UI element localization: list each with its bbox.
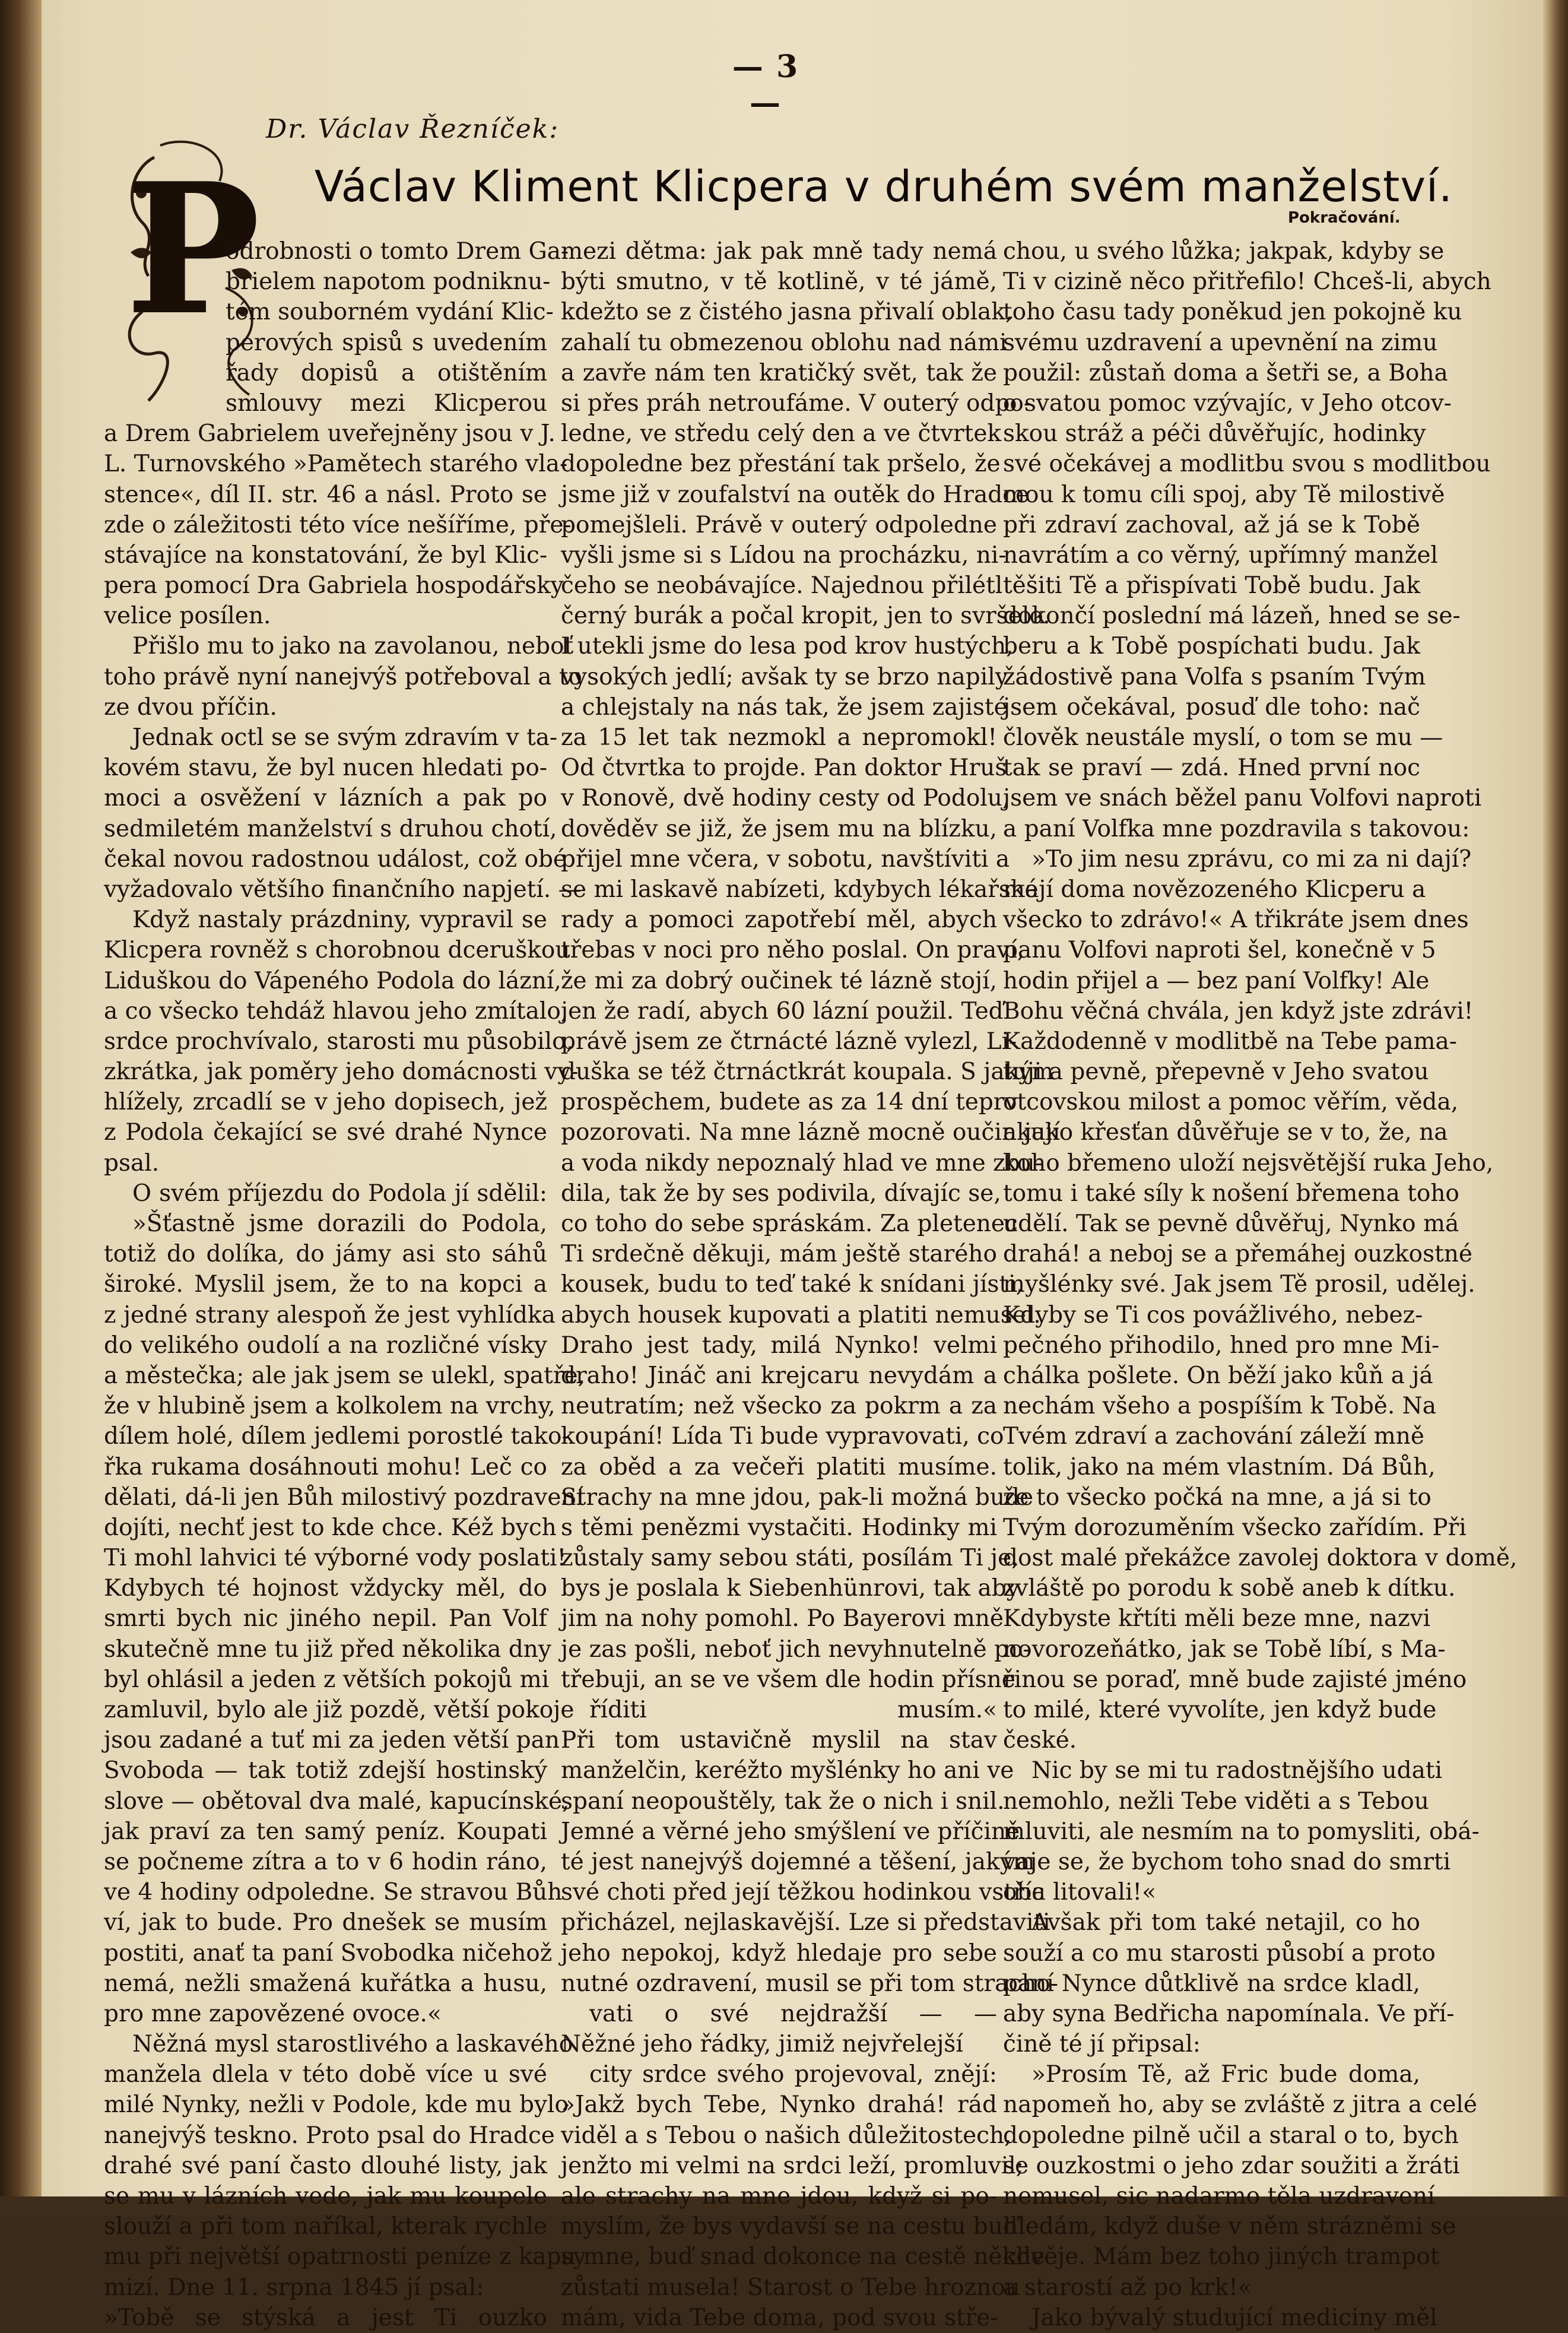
text-line: Jako bývalý studující mediciny měl xyxy=(1031,2304,1437,2331)
text-line: »Tobě se stýská a jest Ti ouzko xyxy=(104,2304,547,2331)
text-line: hlížely, zrcadlí se v jeho dopisech, jež xyxy=(104,1089,547,1116)
article-title: Václav Kliment Klicpera v druhém svém manželství. xyxy=(315,161,1453,211)
text-line: Svoboda — tak totiž zdejší hostinský xyxy=(104,1757,547,1784)
text-line: Strachy na mne jdou, pak-li možná bude xyxy=(561,1484,1034,1511)
text-line: přicházel, nejlaskavější. Lze si představiti xyxy=(561,1909,1050,1936)
text-line: viděl a s Tebou o našich důležitostech, xyxy=(561,2122,1012,2149)
text-line: zůstaly samy sebou státi, posílám Ti je, xyxy=(561,1545,1019,1572)
text-line: Každodenně v modlitbě na Tebe pama- xyxy=(1003,1028,1457,1055)
text-line: Kdybyste křtíti měli beze mne, nazvi xyxy=(1003,1605,1431,1633)
text-line: hodin přijel a — bez paní Volfky! Ale xyxy=(1003,967,1430,994)
text-line: sedmiletém manželství s druhou chotí, xyxy=(104,815,557,842)
text-line: žádostivě pana Volfa s psaním Tvým xyxy=(1003,663,1426,690)
text-line: třebuji, an se ve všem dle hodin přísně xyxy=(561,1666,1015,1693)
text-line: dopoledne bez přestání tak pršelo, že xyxy=(561,451,1001,478)
text-line: I utekli jsme do lesa pod krov hustých, xyxy=(561,633,1014,660)
text-line: smlouvy mezi Klicperou xyxy=(226,389,547,417)
text-line: stence«, díl II. str. 46 a násl. Proto se xyxy=(104,481,547,508)
text-line: chvěje. Mám bez toho jiných trampot xyxy=(1003,2243,1440,2271)
text-line: mezi dětma: jak pak mně tady nemá xyxy=(561,238,997,265)
text-line: jsou zadané a tuť mi za jeden větší pan xyxy=(104,1727,560,1754)
text-line: velice posílen. xyxy=(104,603,271,630)
text-line: koupání! Lída Ti bude vypravovati, co xyxy=(561,1423,1004,1450)
text-line: paní Nynce důtklivě na srdce kladl, xyxy=(1003,1970,1420,1997)
text-line: použil: zůstaň doma a šetři se, a Boha xyxy=(1003,359,1448,386)
text-line: L. Turnovského »Pamětech starého vla- xyxy=(104,451,568,478)
text-line: Ti mohl lahvici té výborné vody poslati! xyxy=(104,1545,567,1572)
text-line: dokončí poslední má lázeň, hned se se- xyxy=(1003,603,1461,630)
text-line: oba litovali!« xyxy=(1003,1879,1156,1906)
text-line: chálka pošlete. On běží jako kůň a já xyxy=(1003,1362,1433,1389)
book-binding-edge xyxy=(0,0,42,2215)
text-line: chou, u svého lůžka; jakpak, kdyby se xyxy=(1003,238,1445,265)
text-line: napomeň ho, aby se zvláště z jitra a celé xyxy=(1003,2091,1477,2119)
text-line: vyšli jsme si s Lídou na procházku, ni- xyxy=(561,541,1007,569)
text-line: zůstati musela! Starost o Tebe hroznou xyxy=(561,2274,1020,2301)
text-line: mizí. Dne 11. srpna 1845 jí psal: xyxy=(104,2274,484,2301)
text-line: si přes práh netroufáme. V outerý odpo- xyxy=(561,389,1032,417)
text-line: perových spisů s uvedením xyxy=(226,329,547,356)
text-line: a zavře nám ten kratičký svět, tak že xyxy=(561,359,997,386)
text-line: že v hlubině jsem a kolkolem na vrchy, xyxy=(104,1393,556,1420)
text-line: a chlejstaly na nás tak, že jsem zajisté xyxy=(561,693,1008,721)
text-line: o svatou pomoc vzývajíc, v Jeho otcov- xyxy=(1003,389,1452,417)
text-line: Při tom ustavičně myslil na stav xyxy=(561,1727,997,1754)
text-line: dílem holé, dílem jedlemi porostlé tako- xyxy=(104,1423,570,1450)
text-line: těšiti Tě a přispívati Tobě budu. Jak xyxy=(1003,572,1420,600)
text-line: skutečně mne tu již před několika dny xyxy=(104,1635,551,1663)
text-line: dojíti, nechť jest to kde chce. Kéž bych xyxy=(104,1514,557,1541)
text-line: »Šťastně jsme dorazili do Podola, xyxy=(132,1210,547,1237)
text-line: psal. xyxy=(104,1149,160,1177)
text-line: zde o záležitosti této více nešíříme, pře- xyxy=(104,511,572,538)
text-line: řady dopisů a otištěním xyxy=(226,359,547,386)
text-line: postiti, anať ta paní Svobodka ničehož xyxy=(104,1939,553,1967)
text-line: myšlénky své. Jak jsem Tě prosil, udělej. xyxy=(1003,1271,1475,1298)
text-line: koho břemeno uloží nejsvětější ruka Jeho, xyxy=(1003,1149,1494,1177)
text-line: zahalí tu obmezenou oblohu nad námi xyxy=(561,329,1007,356)
text-line: nemusel, sic nadarmo těla uzdravení xyxy=(1003,2183,1435,2210)
text-line: z Podola čekající se své drahé Nynce xyxy=(104,1119,547,1146)
text-line: spaní neopouštěly, tak že o nich i snil. xyxy=(561,1787,1005,1815)
text-line: smrti bych nic jiného nepil. Pan Volf xyxy=(104,1605,547,1633)
text-line: dila, tak že by ses podivila, dívajíc se, xyxy=(561,1180,1001,1207)
text-line: za 15 let tak nezmokl a nepromokl! xyxy=(561,724,997,751)
text-line: brielem napotom podniknu- xyxy=(226,268,551,296)
text-line: v Ronově, dvě hodiny cesty od Podolu, xyxy=(561,785,1010,812)
text-line: se počneme zítra a to v 6 hodin ráno, xyxy=(104,1848,547,1875)
text-line: ale strachy na mne jdou, když si po- xyxy=(561,2183,997,2210)
text-line: manžela dlela v této době více u své xyxy=(104,2061,547,2088)
text-line: své choti před její těžkou hodinkou vstříc xyxy=(561,1879,1045,1906)
text-line: mají doma novězozeného Klicperu a xyxy=(1003,876,1426,903)
text-line: pro mne zapovězené ovoce.« xyxy=(104,2000,442,2027)
text-line: pomejšleli. Právě v outerý odpoledne xyxy=(561,511,997,538)
text-line: a městečka; ale jak jsem se ulekl, spatře, xyxy=(104,1362,585,1389)
text-line: tolik, jako na mém vlastním. Dá Bůh, xyxy=(1003,1453,1436,1481)
text-line: toho právě nyní nanejvýš potřeboval a to xyxy=(104,663,583,690)
text-line: drahá! a neboj se a přemáhej ouzkostné xyxy=(1003,1241,1472,1268)
text-line: černý burák a počal kropit, jen to svršelo. xyxy=(561,603,1050,630)
text-line: drahé své paní často dlouhé listy, jak xyxy=(104,2152,547,2179)
text-line: pera pomocí Dra Gabriela hospodářsky xyxy=(104,572,564,600)
text-line: Když nastaly prázdniny, vypravil se xyxy=(132,906,547,934)
text-line: srdce prochvívalo, starosti mu působilo, xyxy=(104,1028,574,1055)
text-line: třebas v noci pro něho poslal. On praví, xyxy=(561,937,1025,964)
text-line: do velikého oudolí a na rozličné vísky xyxy=(104,1332,547,1359)
text-line: city srdce svého projevoval, znějí: xyxy=(589,2061,997,2088)
text-line: byl ohlásil a jeden z větších pokojů mi xyxy=(104,1666,550,1693)
text-line: ledne, ve středu celý den a ve čtvrtek xyxy=(561,420,1002,448)
text-line: O svém příjezdu do Podola jí sdělil: xyxy=(132,1180,547,1207)
article-author: Dr. Václav Řezníček: xyxy=(266,114,560,144)
text-line: kovém stavu, že byl nucen hledati po- xyxy=(104,755,547,782)
page-number: — 3 — xyxy=(732,49,799,121)
text-line: ve 4 hodiny odpoledne. Se stravou Bůh xyxy=(104,1879,563,1906)
text-line: jen že radí, abych 60 lázní použil. Teď xyxy=(561,997,1004,1025)
text-line: totiž do dolíka, do jámy asi sto sáhů xyxy=(104,1241,547,1268)
text-line: tomu i také síly k nošení břemena toho xyxy=(1003,1180,1459,1207)
drop-cap-letter: P xyxy=(126,144,260,354)
text-line: zkrátka, jak poměry jeho domácnosti vy- xyxy=(104,1058,579,1086)
text-line: právě jsem ze čtrnácté lázně vylezl, Li- xyxy=(561,1028,1017,1055)
text-line: tém souborném vydání Klic- xyxy=(226,299,554,326)
text-line: Jemné a věrné jeho smýšlení ve příčině xyxy=(561,1818,1020,1845)
text-line: aby syna Bedřicha napomínala. Ve pří- xyxy=(1003,2000,1455,2027)
text-line: vyžadovalo většího finančního napjetí. — xyxy=(104,876,582,903)
text-line: mou k tomu cíli spoj, aby Tě milostivě xyxy=(1003,481,1445,508)
text-line: rinou se poraď, mně bude zajisté jméno xyxy=(1003,1666,1467,1693)
text-line: novorozeňátko, jak se Tobě líbí, s Ma- xyxy=(1003,1635,1446,1663)
text-line: všecko to zdrávo!« A třikráte jsem dnes xyxy=(1003,906,1469,934)
text-line: ví, jak to bude. Pro dnešek se musím xyxy=(104,1909,547,1936)
text-line: se mi laskavě nabízeti, kdybych lékařské xyxy=(561,876,1039,903)
text-line: mám, vida Tebe doma, pod svou stře- xyxy=(561,2304,998,2331)
text-line: býti smutno, v tě kotlině, v té jámě, xyxy=(561,268,997,296)
text-line: při zdraví zachoval, až já se k Tobě xyxy=(1003,511,1420,538)
text-line: a paní Volfka mne pozdravila s takovou: xyxy=(1003,815,1470,842)
text-line: Něžné jeho řádky, jimiž nejvřelejší xyxy=(561,2031,963,2058)
text-line: a starostí až po krk!« xyxy=(1003,2274,1252,2301)
text-line: rady a pomoci zapotřebí měl, abych xyxy=(561,906,997,934)
text-line: Liduškou do Vápeného Podola do lázní, xyxy=(104,967,561,994)
text-line: čině té jí připsal: xyxy=(1003,2031,1201,2058)
text-line: ze dvou příčin. xyxy=(104,693,277,721)
text-line: člověk neustále myslí, o tom se mu — xyxy=(1003,724,1443,751)
text-line: dopoledne pilně učil a staral o to, bych xyxy=(1003,2122,1459,2149)
text-line: Bohu věčná chvála, jen když jste zdrávi! xyxy=(1003,997,1474,1025)
text-line: Draho jest tady, milá Nynko! velmi xyxy=(561,1332,997,1359)
text-line: tuji a pevně, přepevně v Jeho svatou xyxy=(1003,1058,1429,1086)
text-line: dověděv se již, že jsem mu na blízku, xyxy=(561,815,997,842)
text-line: jak praví za ten samý peníz. Koupati xyxy=(104,1818,547,1845)
text-line: bys je poslala k Siebenhünrovi, tak aby xyxy=(561,1575,1020,1602)
text-line: Nic by se mi tu radostnějšího udati xyxy=(1031,1757,1443,1784)
text-line: Klicpera rovněž s chorobnou dceruškou xyxy=(104,937,570,964)
text-line: otcovskou milost a pomoc věřím, věda, xyxy=(1003,1089,1459,1116)
text-line: Jednak octl se se svým zdravím v ta- xyxy=(132,724,558,751)
text-line: to milé, které vyvolíte, jen když bude xyxy=(1003,1697,1437,1723)
text-line: dost malé překážce zavolej doktora v domě, xyxy=(1003,1545,1518,1572)
text-line: tak se praví — zdá. Hned první noc xyxy=(1003,755,1420,782)
text-line: a Drem Gabrielem uveřejněny jsou v J. xyxy=(104,420,556,448)
text-line: Od čtvrtka to projde. Pan doktor Hruš xyxy=(561,755,1007,782)
text-line: toho času tady poněkud jen pokojně ku xyxy=(1003,299,1462,326)
text-line: že mi za dobrý oučinek té lázně stojí, xyxy=(561,967,997,994)
text-line: neutratím; než všecko za pokrm a za xyxy=(561,1393,997,1420)
text-line: myslím, že bys vydavší se na cestu buď xyxy=(561,2213,1018,2240)
text-line: u mne, buď snad dokonce na cestě někde xyxy=(561,2243,1045,2271)
text-line: nemohlo, nežli Tebe viděti a s Tebou xyxy=(1003,1787,1429,1815)
text-line: čeho se neobávajíce. Najednou přilétl xyxy=(561,572,1003,600)
text-line: hledám, když duše v něm strázněmi se xyxy=(1003,2213,1456,2240)
text-line: Přišlo mu to jako na zavolanou, neboť xyxy=(132,633,574,660)
text-line: Ti srdečně děkuji, mám ještě starého xyxy=(561,1241,997,1268)
text-line: zamluvil, bylo ale již pozdě, větší pokoje xyxy=(104,1697,574,1723)
text-line: jsem ve snách běžel panu Volfovi naproti xyxy=(1003,785,1482,812)
text-line: čekal novou radostnou událost, což obé xyxy=(104,845,567,873)
text-line: stávajíce na konstatování, že byl Klic- xyxy=(104,541,547,569)
text-line: vysokých jedlí; avšak ty se brzo napily xyxy=(561,663,1008,690)
text-line: je zas pošli, neboť jich nevyhnutelně po- xyxy=(561,1635,1031,1663)
text-line: abych housek kupovati a platiti nemusel. xyxy=(561,1301,1041,1329)
text-line: nemá, nežli smažená kuřátka a husu, xyxy=(104,1970,547,1997)
text-line: beru a k Tobě pospíchati budu. Jak xyxy=(1003,633,1420,660)
text-line: Kdyby se Ti cos povážlivého, nebez- xyxy=(1003,1301,1423,1329)
text-line: z jedné strany alespoň že jest vyhlídka xyxy=(104,1301,556,1329)
text-line: své očekávej a modlitbu svou s modlitbou xyxy=(1003,451,1491,478)
text-line: odrobnosti o tomto Drem Ga- xyxy=(226,238,569,265)
text-line: Ti v cizině něco přitřefilo! Chceš-li, abych xyxy=(1003,268,1491,296)
text-line: jenžto mi velmi na srdci leží, promluvil; xyxy=(561,2152,1024,2179)
page-right-edge xyxy=(1543,0,1568,2215)
text-line: jim na nohy pomohl. Po Bayerovi mně xyxy=(561,1605,1004,1633)
text-line: mluviti, ale nesmím na to pomysliti, obá- xyxy=(1003,1818,1480,1845)
text-line: pečného přihodilo, hned pro mne Mi- xyxy=(1003,1332,1440,1359)
text-line: manželčin, keréžto myšlénky ho ani ve xyxy=(561,1757,1014,1784)
text-line: jsme již v zoufalství na outěk do Hradce xyxy=(561,481,1030,508)
text-line: navrátím a co věrný, upřímný manžel xyxy=(1003,541,1438,569)
text-line: nechám všeho a pospíším k Tobě. Na xyxy=(1003,1393,1437,1420)
text-line: dělati, dá-li jen Bůh milostivý pozdravení xyxy=(104,1484,584,1511)
text-line: slove — obětoval dva malé, kapucínské, xyxy=(104,1787,570,1815)
text-line: prospěchem, budete as za 14 dní teprv xyxy=(561,1089,1018,1116)
text-line: se ouzkostmi o jeho zdar soužiti a žráti xyxy=(1003,2152,1460,2179)
text-line: draho! Jináč ani krejcaru nevydám a xyxy=(561,1362,997,1389)
text-line: Tvým dorozuměním všecko zařídím. Při xyxy=(1003,1514,1467,1541)
text-line: duška se též čtrnáctkrát koupala. S jakým xyxy=(561,1058,1054,1086)
text-line: české. xyxy=(1003,1727,1077,1754)
text-line: »Prosím Tě, až Fric bude doma, xyxy=(1031,2061,1420,2088)
text-line: té jest nanejvýš dojemné a těšení, jakým xyxy=(561,1848,1035,1875)
text-line: jsem očekával, posuď dle toho: nač xyxy=(1003,693,1420,721)
text-line: nanejvýš teskno. Proto psal do Hradce xyxy=(104,2122,555,2149)
text-line: nutné ozdravení, musil se při tom stracho- xyxy=(561,1970,1059,1997)
text-line: řka rukama dosáhnouti mohu! Leč co xyxy=(104,1453,547,1481)
text-line: s těmi penězmi vystačiti. Hodinky mi xyxy=(561,1514,997,1541)
text-line: jeho nepokoj, když hledaje pro sebe xyxy=(561,1939,997,1967)
text-line: panu Volfovi naproti šel, konečně v 5 xyxy=(1003,937,1436,964)
text-line: kdežto se z čistého jasna přivalí oblak, xyxy=(561,299,1013,326)
text-line: Něžná mysl starostlivého a laskavého xyxy=(132,2031,573,2058)
text-line: svému uzdravení a upevnění na zimu xyxy=(1003,329,1438,356)
text-line: pozorovati. Na mne lázně mocně oučinkují xyxy=(561,1119,1061,1146)
text-line: a voda nikdy nepoznalý hlad ve mne zbu- xyxy=(561,1149,1043,1177)
text-line: skou stráž a péči důvěřujíc, hodinky xyxy=(1003,420,1426,448)
text-line: říditi musím.« xyxy=(589,1697,997,1723)
text-line: přijel mne včera, v sobotu, navštíviti a xyxy=(561,845,1010,873)
text-line: moci a osvěžení v lázních a pak po xyxy=(104,785,547,812)
text-line: souží a co mu starosti působí a proto xyxy=(1003,1939,1436,1967)
text-line: že to všecko počká na mne, a já si to xyxy=(1003,1484,1431,1511)
text-line: a co všecko tehdáž hlavou jeho zmítalo, xyxy=(104,997,569,1025)
text-line: slouží a při tom naříkal, kterak rychle xyxy=(104,2213,547,2240)
text-column-3 xyxy=(1003,236,1518,2333)
text-line: zvláště po porodu k sobě aneb k dítku. xyxy=(1003,1575,1456,1602)
text-line: kousek, budu to teď také k snídani jísti, xyxy=(561,1271,1023,1298)
text-line: »Jakž bych Tebe, Nynko drahá! rád xyxy=(561,2091,997,2119)
text-line: mu při největší opatrnosti peníze z kapsy xyxy=(104,2243,586,2271)
text-column-1 xyxy=(104,236,586,2333)
text-line: Tvém zdraví a zachování záleží mně xyxy=(1003,1423,1424,1450)
text-line: »To jim nesu zprávu, co mi za ni dají? xyxy=(1031,845,1472,873)
text-line: za oběd a za večeři platiti musíme. xyxy=(561,1453,997,1481)
text-line: se mu v lázních vede, jak mu koupele xyxy=(104,2183,547,2210)
text-line: Avšak při tom také netajil, co ho xyxy=(1031,1909,1420,1936)
continued-note: Pokračování. xyxy=(1288,209,1401,227)
text-line: vati o své nejdražší — — xyxy=(589,2000,997,2027)
text-line: široké. Myslil jsem, že to na kopci a xyxy=(104,1271,547,1298)
text-line: co toho do sebe spráskám. Za pletenec xyxy=(561,1210,1018,1237)
text-line: vaje se, že bychom toho snad do smrti xyxy=(1003,1848,1451,1875)
text-line: udělí. Tak se pevně důvěřuj, Nynko má xyxy=(1003,1210,1459,1237)
text-line: milé Nynky, nežli v Podole, kde mu bylo xyxy=(104,2091,569,2119)
text-line: Kdybych té hojnost vždycky měl, do xyxy=(104,1575,547,1602)
text-line: a jako křesťan důvěřuje se v to, že, na xyxy=(1003,1119,1448,1146)
